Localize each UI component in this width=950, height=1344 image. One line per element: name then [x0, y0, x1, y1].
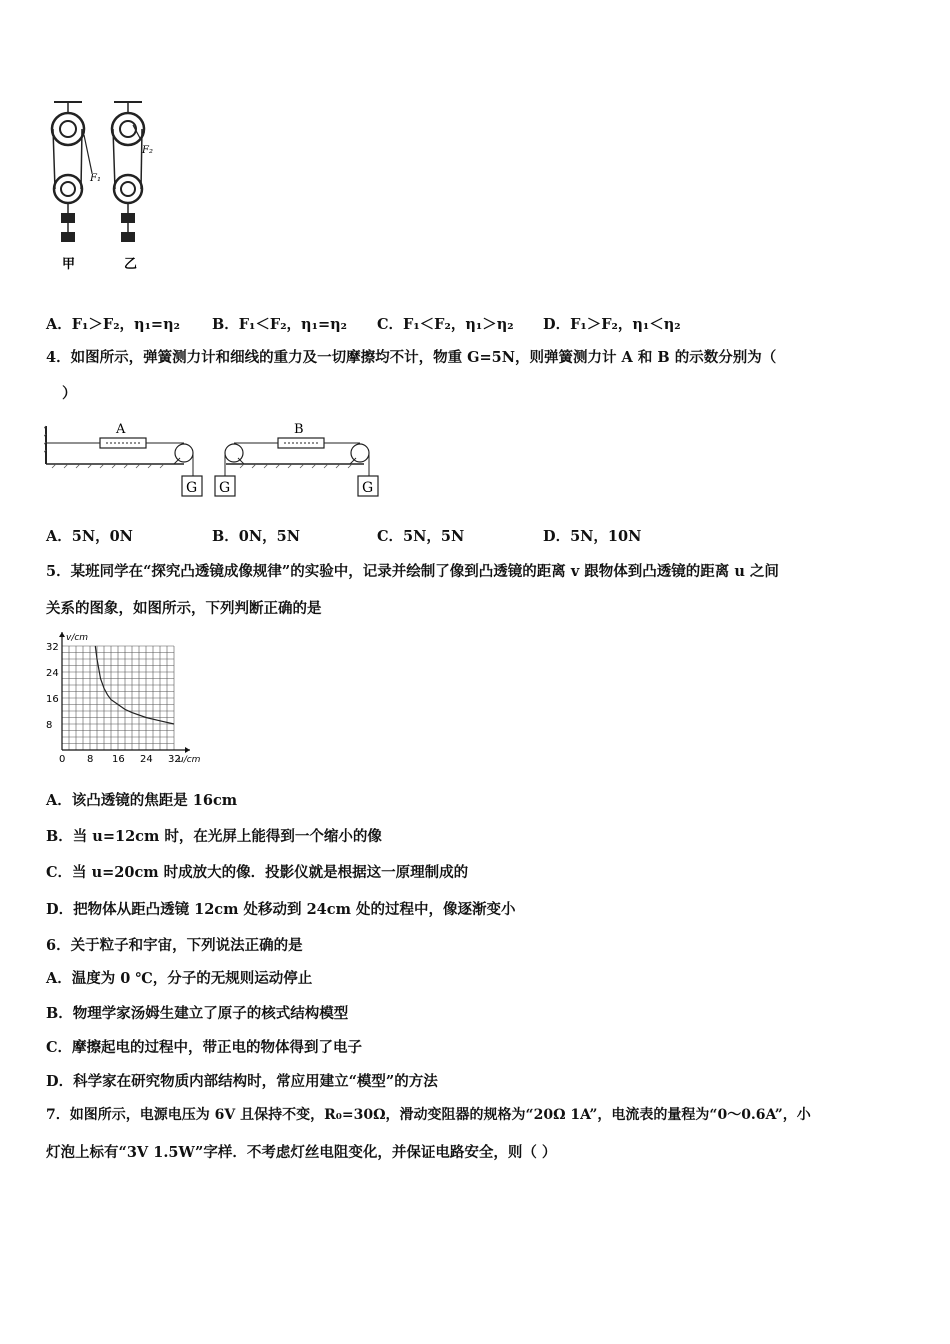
label-b: B	[294, 422, 304, 437]
x-tick-label: 8	[87, 754, 94, 765]
label-a: A	[116, 422, 126, 437]
q4-option-b: B．0N，5N	[212, 528, 300, 545]
label-f2: F₂	[142, 145, 153, 156]
y-tick-label: 32	[46, 642, 59, 653]
q3-option-d: D．F₁＞F₂，η₁＜η₂	[543, 316, 681, 333]
q4-option-d: D．5N，10N	[543, 528, 642, 545]
q7-stem-line2: 灯泡上标有“3V 1.5W”字样．不考虑灯丝电阻变化，并保证电路安全，则（ ）	[46, 1144, 557, 1161]
q6-stem: 6．关于粒子和宇宙，下列说法正确的是	[46, 937, 303, 954]
label-f1: F₁	[90, 173, 101, 184]
x-tick-label: 24	[140, 754, 153, 765]
chart-xlabel: u/cm	[178, 755, 201, 765]
q4-option-c: C．5N，5N	[377, 528, 465, 545]
q6-option-c: C．摩擦起电的过程中，带正电的物体得到了电子	[46, 1039, 363, 1056]
q4-stem-line1: 4．如图所示，弹簧测力计和细线的重力及一切摩擦均不计，物重 G=5N，则弹簧测力计 A 和 B 的示数分别为（	[46, 349, 777, 366]
y-axis-arrow	[59, 632, 65, 637]
y-tick-label: 8	[46, 720, 53, 731]
q6-option-a: A．温度为 0 ℃，分子的无规则运动停止	[46, 970, 313, 987]
pulley-figure	[48, 95, 178, 280]
label-yi: 乙	[124, 257, 138, 272]
q5-stem-line2: 关系的图象，如图所示，下列判断正确的是	[46, 600, 322, 617]
chart-ylabel: v/cm	[66, 633, 89, 643]
x-tick-label: 0	[59, 754, 66, 765]
q7-stem-line1: 7．如图所示，电源电压为 6V 且保持不变，R₀=30Ω，滑动变阻器的规格为“20Ω 1A”，电流表的量程为“0～0.6A”，小	[46, 1107, 811, 1123]
q5-option-c: C．当 u=20cm 时成放大的像．投影仪就是根据这一原理制成的	[46, 864, 469, 881]
q4-stem-line2: ）	[62, 385, 77, 402]
q6-option-b: B．物理学家汤姆生建立了原子的核式结构模型	[46, 1005, 349, 1022]
q5-option-d: D．把物体从距凸透镜 12cm 处移动到 24cm 处的过程中，像逐渐变小	[46, 901, 516, 918]
q3-option-a: A．F₁＞F₂，η₁=η₂	[46, 316, 180, 333]
y-tick-label: 16	[46, 694, 59, 705]
chart-ticks	[46, 642, 181, 765]
weight-g-1: G	[186, 480, 198, 496]
x-tick-label: 32	[168, 754, 181, 765]
spring-scale-figure	[44, 418, 389, 500]
q4-option-a: A．5N，0N	[46, 528, 133, 545]
weight-g-3: G	[362, 480, 374, 496]
q3-option-c: C．F₁＜F₂，η₁＞η₂	[377, 316, 514, 333]
y-tick-label: 24	[46, 668, 59, 679]
chart-grid	[62, 646, 174, 750]
chart-axes	[59, 632, 190, 753]
weight-g-2: G	[219, 480, 231, 496]
q5-stem-line1: 5．某班同学在“探究凸透镜成像规律”的实验中，记录并绘制了像到凸透镜的距离 v 跟物体到凸透镜的距离 u 之间	[46, 563, 779, 580]
q3-option-b: B．F₁＜F₂，η₁=η₂	[212, 316, 347, 333]
q5-option-b: B．当 u=12cm 时，在光屏上能得到一个缩小的像	[46, 828, 382, 845]
lens-chart	[40, 626, 220, 771]
x-axis-arrow	[185, 747, 190, 753]
q5-option-a: A．该凸透镜的焦距是 16cm	[46, 792, 238, 809]
q6-option-d: D．科学家在研究物质内部结构时，常应用建立“模型”的方法	[46, 1073, 438, 1090]
label-jia: 甲	[62, 257, 76, 272]
x-tick-label: 16	[112, 754, 125, 765]
